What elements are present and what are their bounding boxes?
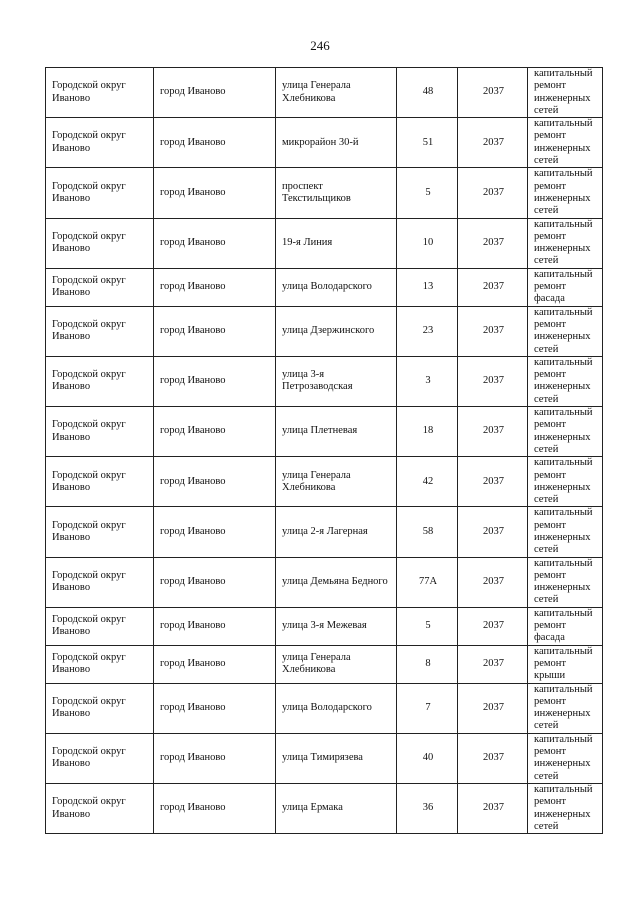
district-cell: Городской округ Иваново <box>46 645 154 683</box>
table-row <box>46 557 603 607</box>
street-cell: 19-я Линия <box>276 218 397 268</box>
city-cell: город Иваново <box>154 507 276 557</box>
street-cell: улица 2-я Лагерная <box>276 507 397 557</box>
street-cell: улица 3-я Петрозаводская <box>276 356 397 406</box>
year-cell: 2037 <box>458 507 528 557</box>
house-number-cell: 5 <box>397 168 458 218</box>
district-cell: Городской округ Иваново <box>46 118 154 168</box>
table-row <box>46 306 603 356</box>
house-number-cell: 3 <box>397 356 458 406</box>
city-cell: город Иваново <box>154 306 276 356</box>
year-cell: 2037 <box>458 118 528 168</box>
house-number-cell: 5 <box>397 607 458 645</box>
work-type-cell: капитальный ремонт инженерных сетей <box>528 218 603 268</box>
city-cell: город Иваново <box>154 645 276 683</box>
work-type-cell: капитальный ремонт инженерных сетей <box>528 507 603 557</box>
house-number-cell: 51 <box>397 118 458 168</box>
work-type-cell: капитальный ремонт инженерных сетей <box>528 356 603 406</box>
table-row <box>46 507 603 557</box>
table-row <box>46 733 603 783</box>
district-cell: Городской округ Иваново <box>46 218 154 268</box>
street-cell: улица Генерала Хлебникова <box>276 457 397 507</box>
table-row <box>46 356 603 406</box>
year-cell: 2037 <box>458 268 528 306</box>
street-cell: улица Дзержинского <box>276 306 397 356</box>
house-number-cell: 7 <box>397 683 458 733</box>
house-number-cell: 48 <box>397 68 458 118</box>
city-cell: город Иваново <box>154 607 276 645</box>
work-type-cell: капитальный ремонт инженерных сетей <box>528 306 603 356</box>
street-cell: микрорайон 30-й <box>276 118 397 168</box>
street-cell: улица 3-я Межевая <box>276 607 397 645</box>
district-cell: Городской округ Иваново <box>46 168 154 218</box>
street-cell: улица Володарского <box>276 268 397 306</box>
district-cell: Городской округ Иваново <box>46 407 154 457</box>
year-cell: 2037 <box>458 168 528 218</box>
work-type-cell: капитальный ремонт инженерных сетей <box>528 118 603 168</box>
city-cell: город Иваново <box>154 68 276 118</box>
district-cell: Городской округ Иваново <box>46 783 154 833</box>
house-number-cell: 23 <box>397 306 458 356</box>
work-type-cell: капитальный ремонт инженерных сетей <box>528 407 603 457</box>
table-row <box>46 168 603 218</box>
work-type-cell: капитальный ремонт инженерных сетей <box>528 168 603 218</box>
year-cell: 2037 <box>458 68 528 118</box>
table-row <box>46 118 603 168</box>
district-cell: Городской округ Иваново <box>46 306 154 356</box>
year-cell: 2037 <box>458 306 528 356</box>
district-cell: Городской округ Иваново <box>46 68 154 118</box>
city-cell: город Иваново <box>154 218 276 268</box>
year-cell: 2037 <box>458 457 528 507</box>
table-row <box>46 645 603 683</box>
year-cell: 2037 <box>458 683 528 733</box>
city-cell: город Иваново <box>154 557 276 607</box>
district-cell: Городской округ Иваново <box>46 557 154 607</box>
city-cell: город Иваново <box>154 457 276 507</box>
house-number-cell: 58 <box>397 507 458 557</box>
year-cell: 2037 <box>458 733 528 783</box>
house-number-cell: 40 <box>397 733 458 783</box>
city-cell: город Иваново <box>154 168 276 218</box>
work-type-cell: капитальный ремонт инженерных сетей <box>528 783 603 833</box>
work-type-cell: капитальный ремонт инженерных сетей <box>528 683 603 733</box>
street-cell: улица Генерала Хлебникова <box>276 68 397 118</box>
year-cell: 2037 <box>458 557 528 607</box>
street-cell: улица Демьяна Бедного <box>276 557 397 607</box>
district-cell: Городской округ Иваново <box>46 268 154 306</box>
work-type-cell: капитальный ремонт фасада <box>528 268 603 306</box>
page-number: 246 <box>310 38 330 53</box>
house-number-cell: 13 <box>397 268 458 306</box>
year-cell: 2037 <box>458 645 528 683</box>
table-row <box>46 607 603 645</box>
table-row <box>46 457 603 507</box>
street-cell: улица Генерала Хлебникова <box>276 645 397 683</box>
city-cell: город Иваново <box>154 783 276 833</box>
work-type-cell: капитальный ремонт крыши <box>528 645 603 683</box>
table-row <box>46 68 603 118</box>
table-row <box>46 407 603 457</box>
work-type-cell: капитальный ремонт инженерных сетей <box>528 557 603 607</box>
district-cell: Городской округ Иваново <box>46 683 154 733</box>
street-cell: улица Плетневая <box>276 407 397 457</box>
street-cell: проспект Текстильщиков <box>276 168 397 218</box>
work-type-cell: капитальный ремонт инженерных сетей <box>528 68 603 118</box>
work-type-cell: капитальный ремонт инженерных сетей <box>528 733 603 783</box>
city-cell: город Иваново <box>154 268 276 306</box>
house-number-cell: 77А <box>397 557 458 607</box>
city-cell: город Иваново <box>154 683 276 733</box>
city-cell: город Иваново <box>154 356 276 406</box>
street-cell: улица Володарского <box>276 683 397 733</box>
district-cell: Городской округ Иваново <box>46 607 154 645</box>
house-number-cell: 10 <box>397 218 458 268</box>
year-cell: 2037 <box>458 607 528 645</box>
district-cell: Городской округ Иваново <box>46 733 154 783</box>
work-type-cell: капитальный ремонт фасада <box>528 607 603 645</box>
house-number-cell: 8 <box>397 645 458 683</box>
city-cell: город Иваново <box>154 118 276 168</box>
year-cell: 2037 <box>458 783 528 833</box>
work-type-cell: капитальный ремонт инженерных сетей <box>528 457 603 507</box>
table-row <box>46 783 603 833</box>
city-cell: город Иваново <box>154 407 276 457</box>
year-cell: 2037 <box>458 218 528 268</box>
street-cell: улица Ермака <box>276 783 397 833</box>
house-number-cell: 36 <box>397 783 458 833</box>
district-cell: Городской округ Иваново <box>46 457 154 507</box>
house-number-cell: 18 <box>397 407 458 457</box>
year-cell: 2037 <box>458 356 528 406</box>
city-cell: город Иваново <box>154 733 276 783</box>
house-number-cell: 42 <box>397 457 458 507</box>
table-row <box>46 683 603 733</box>
table-row <box>46 268 603 306</box>
district-cell: Городской округ Иваново <box>46 507 154 557</box>
district-cell: Городской округ Иваново <box>46 356 154 406</box>
table-row <box>46 218 603 268</box>
housing-repair-table <box>45 67 603 834</box>
year-cell: 2037 <box>458 407 528 457</box>
street-cell: улица Тимирязева <box>276 733 397 783</box>
